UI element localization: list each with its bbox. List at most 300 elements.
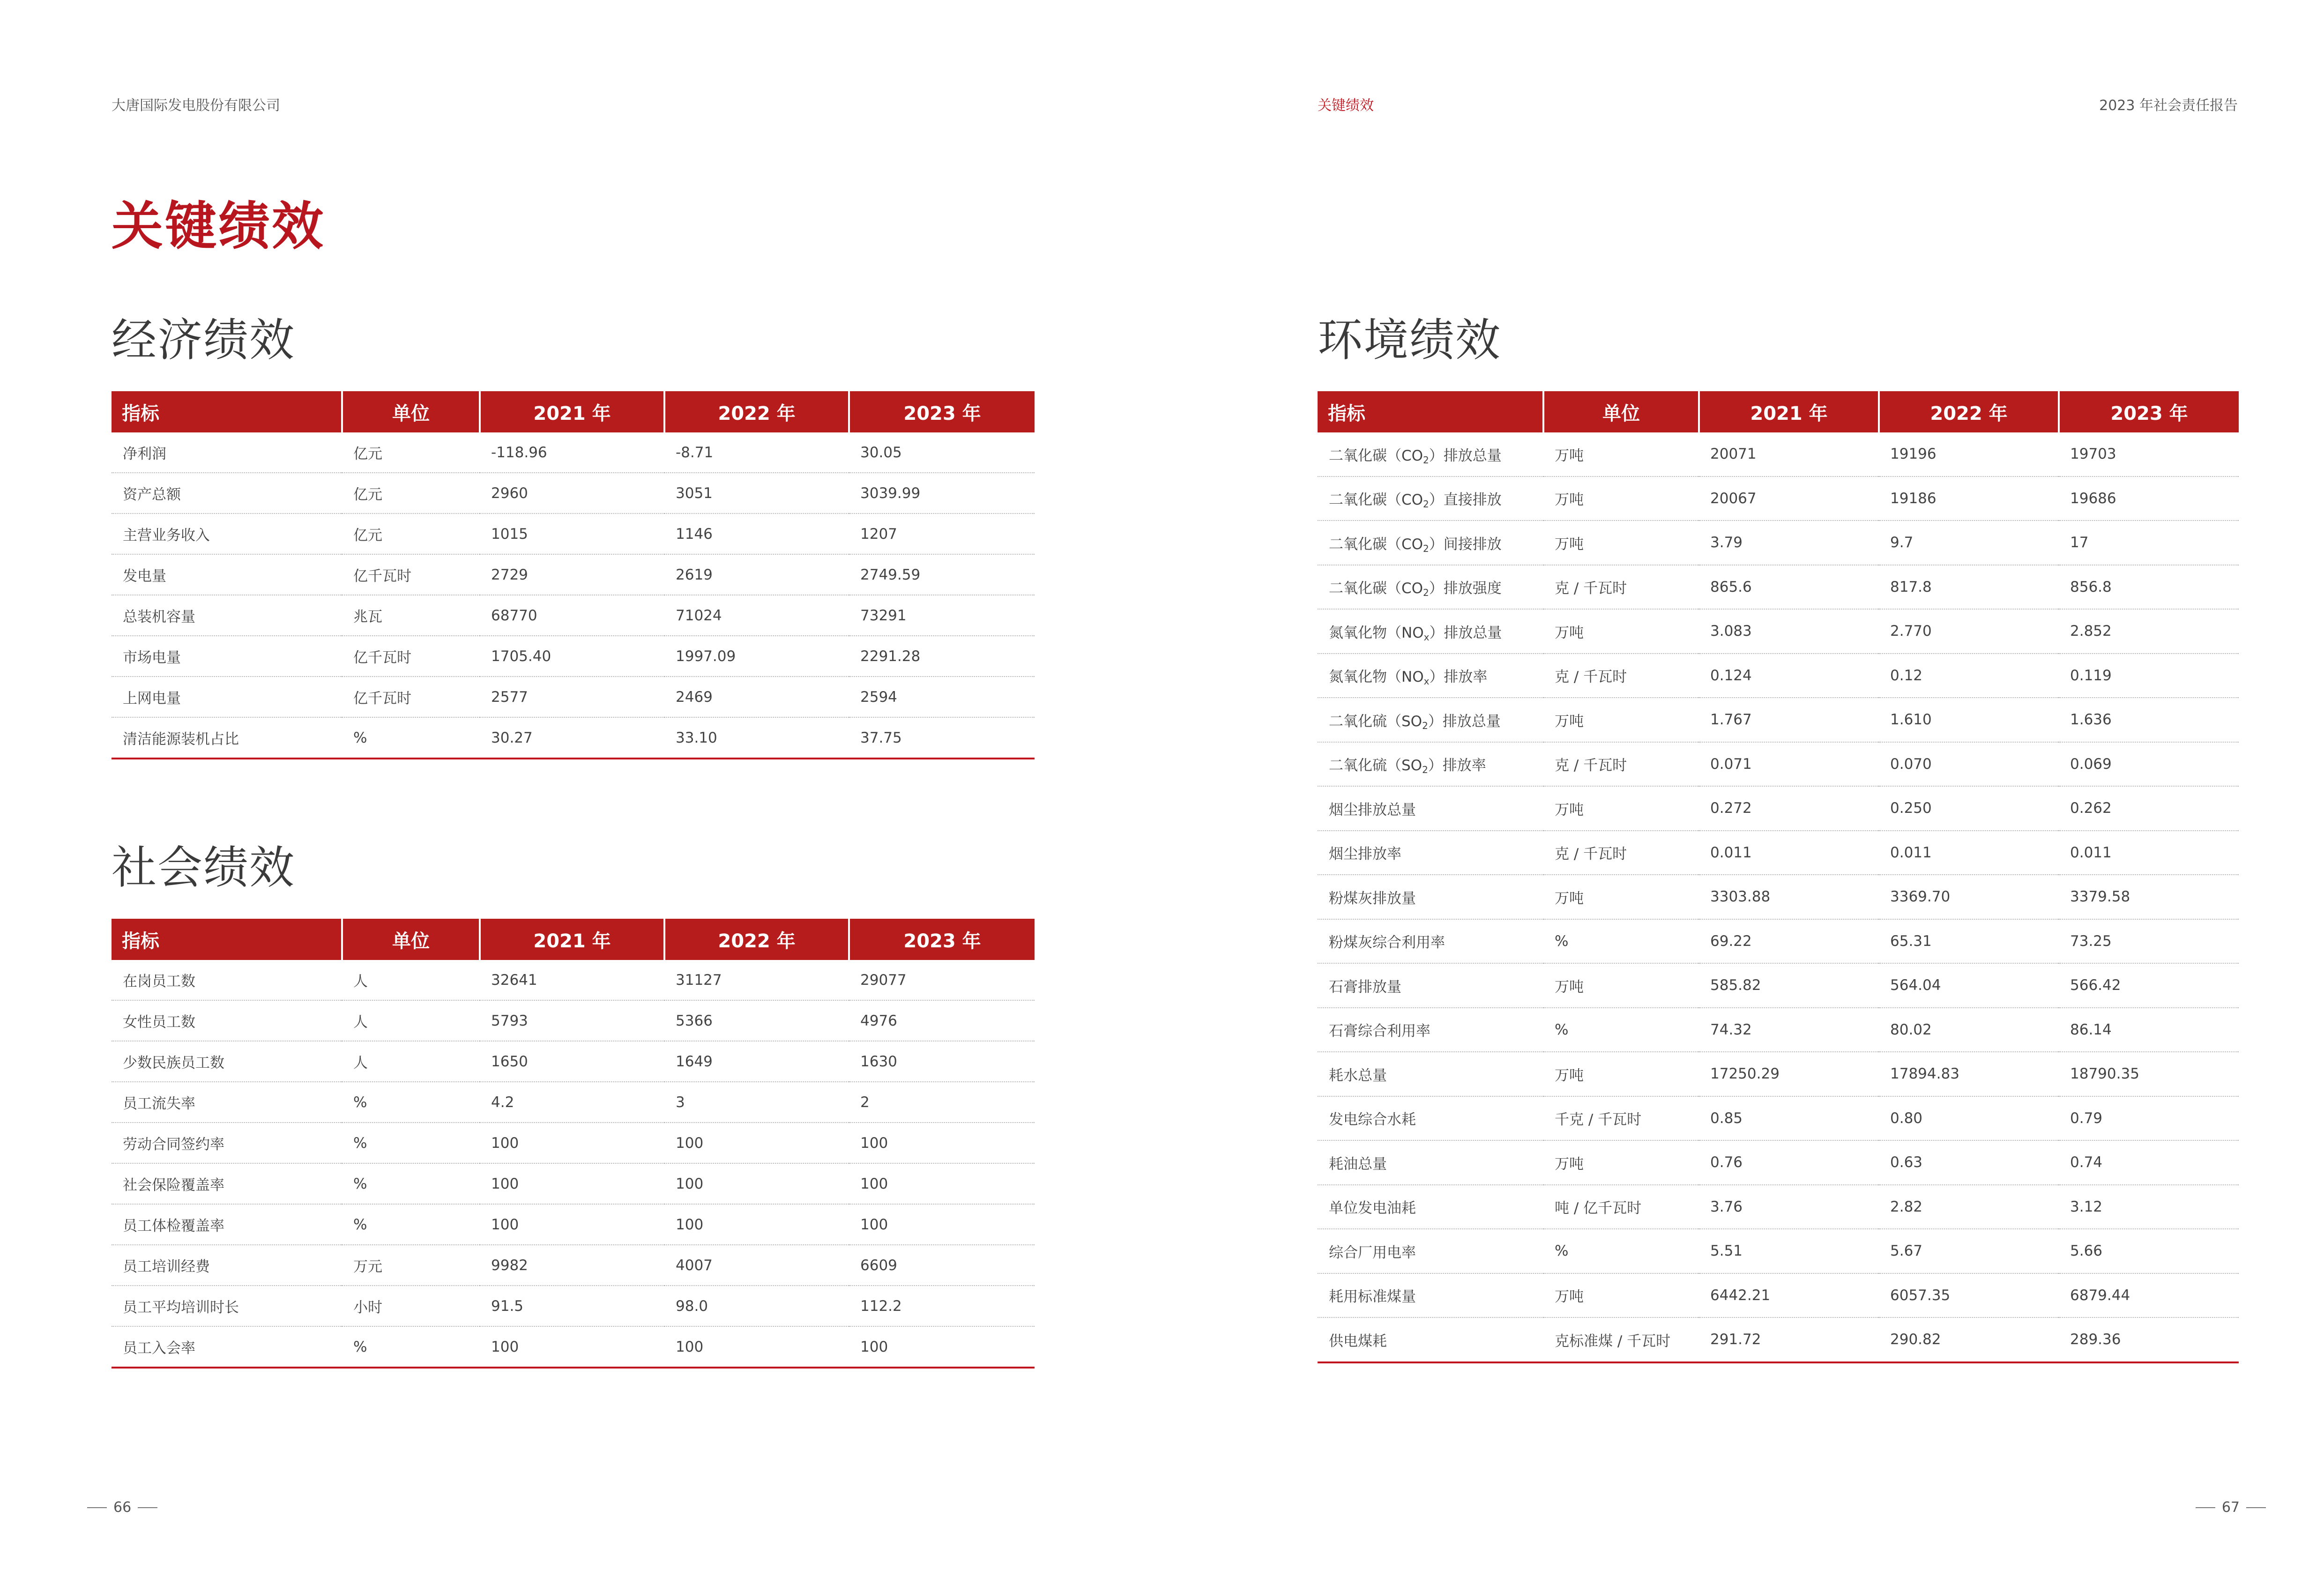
- unit-cell: 亿元: [342, 432, 480, 473]
- social-section-title: 社会绩效: [112, 841, 295, 894]
- value-2022-cell: 2469: [664, 677, 849, 717]
- indicator-subscript: 2: [1422, 764, 1428, 776]
- value-2023-cell: 856.8: [2059, 565, 2239, 610]
- indicator-name: 粉煤灰综合利用率: [1329, 934, 1445, 952]
- value-2022-cell: 100: [664, 1204, 849, 1245]
- value-2022-cell: 2619: [664, 554, 849, 595]
- value-2021-cell: 585.82: [1699, 963, 1879, 1008]
- value-2021-cell: 1650: [480, 1041, 664, 1082]
- indicator-subscript: 2: [1423, 543, 1429, 554]
- column-header-indicator: 指标: [112, 919, 342, 960]
- table-row: [112, 1123, 1035, 1163]
- value-2022-cell: 3: [664, 1082, 849, 1123]
- column-header-unit: 单位: [1543, 391, 1699, 432]
- page-number-label: 66: [113, 1499, 132, 1516]
- value-2022-cell: 98.0: [664, 1286, 849, 1326]
- column-header-2022: 2022 年: [664, 391, 849, 432]
- unit-cell: 小时: [342, 1286, 480, 1326]
- value-2021-cell: 17250.29: [1699, 1052, 1879, 1096]
- indicator-name: 烟尘排放总量: [1329, 801, 1416, 818]
- table-row: [112, 473, 1035, 513]
- indicator-cell: 主营业务收入: [112, 513, 342, 554]
- table-row: [1318, 432, 2239, 476]
- indicator-cell: [1318, 476, 1543, 521]
- indicator-name-suffix: ）排放率: [1429, 669, 1488, 686]
- value-2023-cell: 30.05: [849, 432, 1035, 473]
- value-2023-cell: 5.66: [2059, 1229, 2239, 1273]
- indicator-cell: [1318, 654, 1543, 698]
- indicator-cell: 员工培训经费: [112, 1245, 342, 1286]
- indicator-name: 发电综合水耗: [1329, 1111, 1416, 1129]
- table-header-row: [112, 919, 1035, 960]
- section-header: 关键绩效: [1318, 97, 1374, 114]
- indicator-cell: [1318, 1229, 1543, 1273]
- unit-cell: 亿千瓦时: [342, 677, 480, 717]
- report-title-header: 2023 年社会责任报告: [2099, 97, 2238, 114]
- environmental-section-title: 环境绩效: [1318, 314, 1501, 366]
- value-2022-cell: 5366: [664, 1000, 849, 1041]
- table-row: [112, 1041, 1035, 1082]
- indicator-cell: 少数民族员工数: [112, 1041, 342, 1082]
- table-row: [112, 1286, 1035, 1326]
- unit-cell: 万吨: [1543, 875, 1699, 919]
- value-2022-cell: 19186: [1879, 476, 2059, 521]
- indicator-name: 供电煤耗: [1329, 1332, 1387, 1350]
- unit-cell: 克 / 千瓦时: [1543, 654, 1699, 698]
- indicator-name: 二氧化碳（CO: [1329, 580, 1423, 597]
- column-header-2023: 2023 年: [2059, 391, 2239, 432]
- value-2023-cell: 37.75: [849, 717, 1035, 759]
- unit-cell: %: [1543, 919, 1699, 964]
- indicator-name: 烟尘排放率: [1329, 846, 1401, 863]
- value-2022-cell: 3369.70: [1879, 875, 2059, 919]
- value-2022-cell: -8.71: [664, 432, 849, 473]
- unit-cell: 万吨: [1543, 1140, 1699, 1185]
- table-row: [112, 432, 1035, 473]
- table-row: [112, 1082, 1035, 1123]
- value-2023-cell: 100: [849, 1123, 1035, 1163]
- value-2021-cell: 2960: [480, 473, 664, 513]
- value-2021-cell: 1015: [480, 513, 664, 554]
- value-2023-cell: 1207: [849, 513, 1035, 554]
- value-2021-cell: 2729: [480, 554, 664, 595]
- value-2023-cell: 289.36: [2059, 1317, 2239, 1362]
- value-2023-cell: 2749.59: [849, 554, 1035, 595]
- table-row: [1318, 1185, 2239, 1229]
- indicator-cell: [1318, 875, 1543, 919]
- indicator-name: 二氧化碳（CO: [1329, 447, 1423, 464]
- value-2022-cell: 4007: [664, 1245, 849, 1286]
- column-header-indicator: 指标: [112, 391, 342, 432]
- unit-cell: 亿元: [342, 473, 480, 513]
- table-row: [1318, 1273, 2239, 1318]
- value-2022-cell: 100: [664, 1123, 849, 1163]
- value-2021-cell: 100: [480, 1204, 664, 1245]
- indicator-cell: [1318, 1273, 1543, 1318]
- value-2021-cell: 0.272: [1699, 786, 1879, 831]
- value-2023-cell: 86.14: [2059, 1008, 2239, 1052]
- unit-cell: 亿千瓦时: [342, 554, 480, 595]
- unit-cell: 人: [342, 960, 480, 1000]
- dash-decoration: [87, 1507, 107, 1508]
- value-2021-cell: 3.76: [1699, 1185, 1879, 1229]
- value-2023-cell: 100: [849, 1163, 1035, 1204]
- economic-section-title: 经济绩效: [112, 314, 295, 366]
- column-header-2022: 2022 年: [1879, 391, 2059, 432]
- page-number-label: 67: [2221, 1499, 2240, 1516]
- indicator-name: 耗水总量: [1329, 1067, 1387, 1084]
- value-2021-cell: 6442.21: [1699, 1273, 1879, 1318]
- value-2022-cell: 6057.35: [1879, 1273, 2059, 1318]
- value-2023-cell: 19703: [2059, 432, 2239, 476]
- unit-cell: %: [342, 1326, 480, 1368]
- unit-cell: 人: [342, 1041, 480, 1082]
- column-header-2022: 2022 年: [664, 919, 849, 960]
- unit-cell: 万吨: [1543, 786, 1699, 831]
- column-header-2021: 2021 年: [1699, 391, 1879, 432]
- dash-decoration: [2246, 1507, 2266, 1508]
- unit-cell: 亿元: [342, 513, 480, 554]
- indicator-cell: [1318, 919, 1543, 964]
- value-2022-cell: 1146: [664, 513, 849, 554]
- value-2022-cell: 100: [664, 1326, 849, 1368]
- page-number-right: [2196, 1499, 2266, 1516]
- indicator-cell: 净利润: [112, 432, 342, 473]
- indicator-name-suffix: ）排放强度: [1429, 580, 1502, 597]
- value-2021-cell: 3.79: [1699, 521, 1879, 565]
- value-2023-cell: 2.852: [2059, 609, 2239, 654]
- value-2021-cell: 5.51: [1699, 1229, 1879, 1273]
- value-2023-cell: 1.636: [2059, 698, 2239, 742]
- indicator-cell: [1318, 1008, 1543, 1052]
- table-row: [112, 1245, 1035, 1286]
- indicator-cell: [1318, 1140, 1543, 1185]
- indicator-subscript: 2: [1422, 720, 1428, 731]
- value-2023-cell: 2594: [849, 677, 1035, 717]
- indicator-name: 氮氧化物（NO: [1329, 669, 1424, 686]
- table-row: [1318, 831, 2239, 875]
- unit-cell: 克 / 千瓦时: [1543, 565, 1699, 610]
- indicator-cell: 社会保险覆盖率: [112, 1163, 342, 1204]
- value-2022-cell: 0.070: [1879, 742, 2059, 787]
- value-2022-cell: 80.02: [1879, 1008, 2059, 1052]
- indicator-cell: [1318, 742, 1543, 787]
- column-header-2023: 2023 年: [849, 391, 1035, 432]
- value-2023-cell: 3379.58: [2059, 875, 2239, 919]
- value-2022-cell: 65.31: [1879, 919, 2059, 964]
- table-row: [112, 677, 1035, 717]
- table-row: [1318, 565, 2239, 610]
- indicator-name: 石膏排放量: [1329, 978, 1401, 996]
- dash-decoration: [138, 1507, 157, 1508]
- value-2021-cell: 20067: [1699, 476, 1879, 521]
- indicator-name-suffix: ）直接排放: [1429, 491, 1502, 509]
- table-row: [1318, 919, 2239, 964]
- value-2023-cell: 0.069: [2059, 742, 2239, 787]
- indicator-cell: [1318, 609, 1543, 654]
- unit-cell: %: [342, 1204, 480, 1245]
- indicator-subscript: 2: [1423, 498, 1429, 510]
- table-row: [112, 1204, 1035, 1245]
- unit-cell: 克标准煤 / 千瓦时: [1543, 1317, 1699, 1362]
- value-2022-cell: 2.770: [1879, 609, 2059, 654]
- value-2022-cell: 0.80: [1879, 1096, 2059, 1141]
- indicator-cell: 市场电量: [112, 636, 342, 677]
- value-2021-cell: 0.85: [1699, 1096, 1879, 1141]
- value-2021-cell: 291.72: [1699, 1317, 1879, 1362]
- value-2023-cell: 0.262: [2059, 786, 2239, 831]
- indicator-cell: [1318, 1052, 1543, 1096]
- unit-cell: 吨 / 亿千瓦时: [1543, 1185, 1699, 1229]
- value-2021-cell: 74.32: [1699, 1008, 1879, 1052]
- value-2023-cell: 19686: [2059, 476, 2239, 521]
- indicator-cell: 清洁能源装机占比: [112, 717, 342, 759]
- table-row: [112, 636, 1035, 677]
- indicator-name: 石膏综合利用率: [1329, 1023, 1430, 1040]
- value-2022-cell: 100: [664, 1163, 849, 1204]
- unit-cell: %: [342, 717, 480, 759]
- page-number-left: [87, 1499, 157, 1516]
- dash-decoration: [2196, 1507, 2215, 1508]
- value-2022-cell: 17894.83: [1879, 1052, 2059, 1096]
- indicator-name: 粉煤灰排放量: [1329, 890, 1416, 907]
- indicator-cell: 劳动合同签约率: [112, 1123, 342, 1163]
- table-row: [112, 1163, 1035, 1204]
- unit-cell: 万吨: [1543, 963, 1699, 1008]
- value-2023-cell: 6879.44: [2059, 1273, 2239, 1318]
- value-2022-cell: 71024: [664, 595, 849, 636]
- table-row: [1318, 1317, 2239, 1362]
- value-2023-cell: 566.42: [2059, 963, 2239, 1008]
- indicator-name: 综合厂用电率: [1329, 1244, 1416, 1261]
- unit-cell: 万吨: [1543, 609, 1699, 654]
- value-2022-cell: 1.610: [1879, 698, 2059, 742]
- table-row: [1318, 654, 2239, 698]
- value-2021-cell: 5793: [480, 1000, 664, 1041]
- value-2023-cell: 1630: [849, 1041, 1035, 1082]
- unit-cell: 万吨: [1543, 432, 1699, 476]
- table-row: [1318, 521, 2239, 565]
- table-row: [112, 513, 1035, 554]
- value-2023-cell: 6609: [849, 1245, 1035, 1286]
- value-2023-cell: 0.74: [2059, 1140, 2239, 1185]
- value-2022-cell: 19196: [1879, 432, 2059, 476]
- indicator-name: 二氧化碳（CO: [1329, 536, 1423, 553]
- value-2023-cell: 18790.35: [2059, 1052, 2239, 1096]
- table-row: [112, 1326, 1035, 1368]
- table-row: [1318, 1008, 2239, 1052]
- value-2022-cell: 33.10: [664, 717, 849, 759]
- value-2022-cell: 5.67: [1879, 1229, 2059, 1273]
- indicator-name: 耗油总量: [1329, 1155, 1387, 1173]
- indicator-name-suffix: ）排放率: [1428, 757, 1486, 774]
- table-row: [1318, 963, 2239, 1008]
- unit-cell: %: [1543, 1229, 1699, 1273]
- indicator-name: 二氧化硫（SO: [1329, 757, 1423, 774]
- indicator-name-suffix: ）排放总量: [1428, 713, 1501, 730]
- indicator-cell: 资产总额: [112, 473, 342, 513]
- indicator-cell: 女性员工数: [112, 1000, 342, 1041]
- value-2023-cell: 0.79: [2059, 1096, 2239, 1141]
- indicator-cell: [1318, 831, 1543, 875]
- table-row: [1318, 786, 2239, 831]
- value-2021-cell: 0.071: [1699, 742, 1879, 787]
- value-2022-cell: 0.63: [1879, 1140, 2059, 1185]
- table-header-row: [112, 391, 1035, 432]
- unit-cell: %: [1543, 1008, 1699, 1052]
- value-2021-cell: -118.96: [480, 432, 664, 473]
- unit-cell: 克 / 千瓦时: [1543, 831, 1699, 875]
- table-row: [1318, 1140, 2239, 1185]
- indicator-name-suffix: ）排放总量: [1429, 624, 1502, 641]
- indicator-cell: 上网电量: [112, 677, 342, 717]
- unit-cell: 万吨: [1543, 1052, 1699, 1096]
- column-header-2021: 2021 年: [480, 919, 664, 960]
- value-2023-cell: 2: [849, 1082, 1035, 1123]
- value-2021-cell: 68770: [480, 595, 664, 636]
- indicator-name-suffix: ）排放总量: [1429, 447, 1502, 464]
- unit-cell: 克 / 千瓦时: [1543, 742, 1699, 787]
- unit-cell: %: [342, 1123, 480, 1163]
- column-header-indicator: 指标: [1318, 391, 1543, 432]
- value-2021-cell: 3.083: [1699, 609, 1879, 654]
- value-2021-cell: 30.27: [480, 717, 664, 759]
- indicator-name: 二氧化硫（SO: [1329, 713, 1423, 730]
- unit-cell: %: [342, 1082, 480, 1123]
- value-2023-cell: 2291.28: [849, 636, 1035, 677]
- value-2021-cell: 0.124: [1699, 654, 1879, 698]
- unit-cell: 千克 / 千瓦时: [1543, 1096, 1699, 1141]
- indicator-name: 耗用标准煤量: [1329, 1288, 1416, 1306]
- indicator-cell: 员工入会率: [112, 1326, 342, 1368]
- value-2022-cell: 564.04: [1879, 963, 2059, 1008]
- value-2021-cell: 0.011: [1699, 831, 1879, 875]
- value-2021-cell: 2577: [480, 677, 664, 717]
- value-2023-cell: 100: [849, 1326, 1035, 1368]
- company-name-header: 大唐国际发电股份有限公司: [112, 97, 280, 114]
- column-header-2021: 2021 年: [480, 391, 664, 432]
- table-row: [1318, 875, 2239, 919]
- table-row: [112, 717, 1035, 759]
- value-2022-cell: 0.011: [1879, 831, 2059, 875]
- indicator-cell: 员工体检覆盖率: [112, 1204, 342, 1245]
- indicator-cell: [1318, 698, 1543, 742]
- value-2022-cell: 31127: [664, 960, 849, 1000]
- unit-cell: 万吨: [1543, 698, 1699, 742]
- value-2022-cell: 3051: [664, 473, 849, 513]
- table-row: [1318, 698, 2239, 742]
- economic-performance-table: [112, 391, 1035, 759]
- value-2023-cell: 73291: [849, 595, 1035, 636]
- indicator-cell: 员工流失率: [112, 1082, 342, 1123]
- table-row: [112, 1000, 1035, 1041]
- indicator-cell: 在岗员工数: [112, 960, 342, 1000]
- indicator-name: 单位发电油耗: [1329, 1200, 1416, 1217]
- value-2021-cell: 1705.40: [480, 636, 664, 677]
- value-2022-cell: 9.7: [1879, 521, 2059, 565]
- unit-cell: 万吨: [1543, 1273, 1699, 1318]
- table-row: [1318, 1229, 2239, 1273]
- unit-cell: 兆瓦: [342, 595, 480, 636]
- value-2022-cell: 0.250: [1879, 786, 2059, 831]
- unit-cell: %: [342, 1163, 480, 1204]
- column-header-unit: 单位: [342, 919, 480, 960]
- indicator-cell: [1318, 786, 1543, 831]
- value-2021-cell: 4.2: [480, 1082, 664, 1123]
- value-2022-cell: 290.82: [1879, 1317, 2059, 1362]
- value-2021-cell: 100: [480, 1163, 664, 1204]
- value-2023-cell: 100: [849, 1204, 1035, 1245]
- indicator-cell: 员工平均培训时长: [112, 1286, 342, 1326]
- table-row: [1318, 742, 2239, 787]
- table-row: [1318, 1096, 2239, 1141]
- indicator-cell: 发电量: [112, 554, 342, 595]
- unit-cell: 万吨: [1543, 476, 1699, 521]
- value-2021-cell: 20071: [1699, 432, 1879, 476]
- value-2022-cell: 2.82: [1879, 1185, 2059, 1229]
- indicator-cell: [1318, 565, 1543, 610]
- value-2023-cell: 17: [2059, 521, 2239, 565]
- value-2021-cell: 100: [480, 1123, 664, 1163]
- value-2021-cell: 9982: [480, 1245, 664, 1286]
- value-2021-cell: 100: [480, 1326, 664, 1368]
- indicator-subscript: 2: [1423, 587, 1429, 599]
- indicator-cell: [1318, 963, 1543, 1008]
- table-header-row: [1318, 391, 2239, 432]
- value-2023-cell: 0.119: [2059, 654, 2239, 698]
- value-2022-cell: 1997.09: [664, 636, 849, 677]
- column-header-2023: 2023 年: [849, 919, 1035, 960]
- table-row: [112, 960, 1035, 1000]
- indicator-name-suffix: ）间接排放: [1429, 536, 1502, 553]
- unit-cell: 万元: [342, 1245, 480, 1286]
- value-2023-cell: 73.25: [2059, 919, 2239, 964]
- unit-cell: 万吨: [1543, 521, 1699, 565]
- value-2022-cell: 0.12: [1879, 654, 2059, 698]
- environmental-performance-table: [1318, 391, 2239, 1363]
- value-2023-cell: 4976: [849, 1000, 1035, 1041]
- indicator-cell: [1318, 521, 1543, 565]
- table-row: [112, 554, 1035, 595]
- table-row: [1318, 609, 2239, 654]
- value-2023-cell: 3.12: [2059, 1185, 2239, 1229]
- indicator-cell: 总装机容量: [112, 595, 342, 636]
- indicator-subscript: x: [1423, 676, 1430, 687]
- indicator-cell: [1318, 1096, 1543, 1141]
- value-2022-cell: 817.8: [1879, 565, 2059, 610]
- column-header-unit: 单位: [342, 391, 480, 432]
- value-2021-cell: 0.76: [1699, 1140, 1879, 1185]
- value-2021-cell: 1.767: [1699, 698, 1879, 742]
- indicator-cell: [1318, 1317, 1543, 1362]
- indicator-cell: [1318, 432, 1543, 476]
- value-2021-cell: 69.22: [1699, 919, 1879, 964]
- value-2023-cell: 29077: [849, 960, 1035, 1000]
- value-2021-cell: 91.5: [480, 1286, 664, 1326]
- unit-cell: 亿千瓦时: [342, 636, 480, 677]
- indicator-subscript: 2: [1423, 454, 1429, 466]
- value-2023-cell: 112.2: [849, 1286, 1035, 1326]
- value-2022-cell: 1649: [664, 1041, 849, 1082]
- indicator-cell: [1318, 1185, 1543, 1229]
- value-2023-cell: 3039.99: [849, 473, 1035, 513]
- indicator-name: 氮氧化物（NO: [1329, 624, 1424, 641]
- page-title: 关键绩效: [112, 196, 325, 256]
- value-2021-cell: 3303.88: [1699, 875, 1879, 919]
- table-row: [1318, 1052, 2239, 1096]
- table-row: [112, 595, 1035, 636]
- social-performance-table: [112, 919, 1035, 1369]
